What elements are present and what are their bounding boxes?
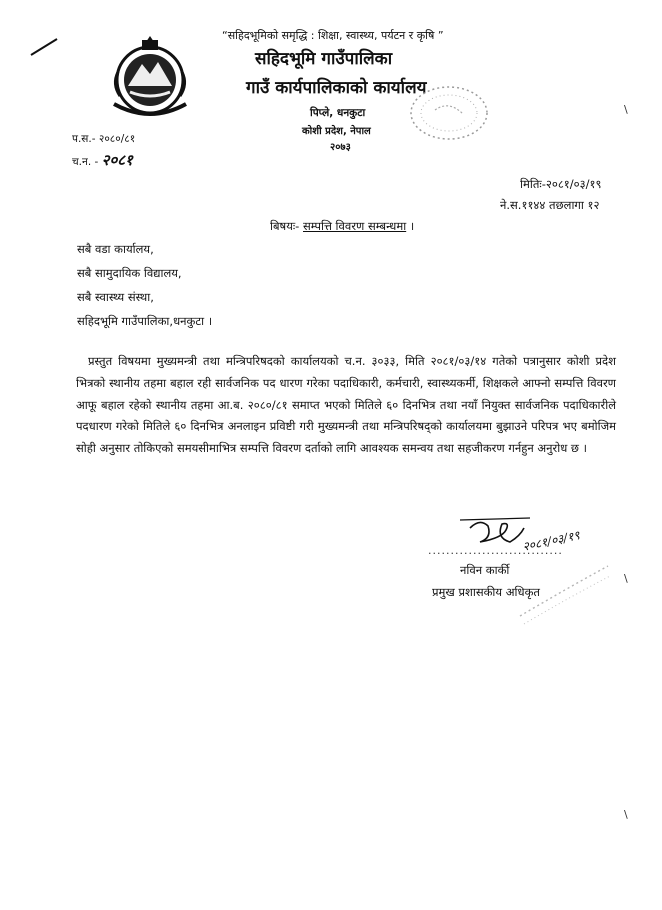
recipient-4: सहिदभूमि गाउँपालिका,धनकुटा । [77, 314, 213, 328]
recipient-2: सबै सामुदायिक विद्यालय, [77, 266, 182, 280]
office-stamp-icon [405, 80, 493, 146]
pen-mark [30, 38, 58, 56]
dispatch-handwritten: २०८१ [101, 151, 133, 169]
letter-number: प.स.- २०८०/८१ [72, 133, 136, 145]
subject-end: । [409, 219, 415, 233]
letter-body: प्रस्तुत विषयमा मुख्यमन्त्री तथा मन्त्रिपरिषदको कार्यालयको च.न. ३०३३, मिति २०८१/०३/१४ गतेको पत्रानुसार कोशी प्रदेश भित्रको स्थानीय तहमा बहाल रही सार्वजनिक पद धारण गरेका पदाधिकारी, कर्मचारी, स्वास्थ्यकर्मी, शिक्षकले आफ्नो सम्पत्ति विवरण आफू बहाल रहेको स्थानीय तहमा आ.ब. २०८०/८१ समाप्त भएको मितिले ६० दिनभित्र तथा नयाँ नियुक्त सार्वजनिक पदाधिकारीले पदधारण गरेको मितिले ६० दिनभित्र अनलाइन प्रविष्टी गरी मुख्यमन्त्री तथा मन्त्रिपरिषद्को कार्यालयमा बुझाउने परिपत्र भए बमोजिम सोही अनुसार तोकिएको समयसीमाभित्र सम्पत्ति विवरण दर्ताको लागि आवश्यक समन्वय तथा सहजीकरण गर्नहुन अनुरोध छ । [76, 354, 616, 456]
address-line-1: पिप्ले, धनकुटा [310, 107, 366, 119]
subject-line [270, 219, 414, 234]
address-line-3: २०७३ [330, 142, 351, 153]
motto: “सहिदभूमिको समृद्धि : शिक्षा, स्वास्थ्य, पर्यटन र कृषि ” [222, 29, 444, 42]
dispatch-number [72, 150, 133, 170]
municipality-name: सहिदभूमि गाउँपालिका [255, 49, 393, 69]
address-line-2: कोशी प्रदेश, नेपाल [302, 126, 371, 137]
margin-mark: \ [624, 572, 628, 585]
signature-date: २०८१/०३/१९ [521, 528, 581, 554]
dispatch-label: च.न. - [72, 156, 99, 168]
office-name: गाउँ कार्यपालिकाको कार्यालय [246, 78, 427, 98]
subject-text: सम्पत्ति विवरण सम्बन्धमा [303, 219, 407, 233]
margin-mark: \ [624, 808, 628, 821]
signature-line: .............................. [428, 544, 563, 557]
subject-label: बिषयः- [270, 219, 300, 233]
signatory-title: प्रमुख प्रशासकीय अधिकृत [432, 585, 540, 599]
nepal-sambat-date: ने.स.११४४ तछलागा १२ [500, 198, 600, 212]
recipient-3: सबै स्वास्थ्य संस्था, [77, 290, 154, 304]
letter-date: मितिः-२०८१/०३/१९ [520, 177, 602, 191]
margin-mark: \ [624, 103, 628, 116]
nepal-emblem-icon [108, 34, 192, 118]
recipient-1: सबै वडा कार्यालय, [77, 242, 154, 256]
office-stamp-icon [514, 560, 614, 630]
signatory-name: नविन कार्की [460, 563, 510, 577]
